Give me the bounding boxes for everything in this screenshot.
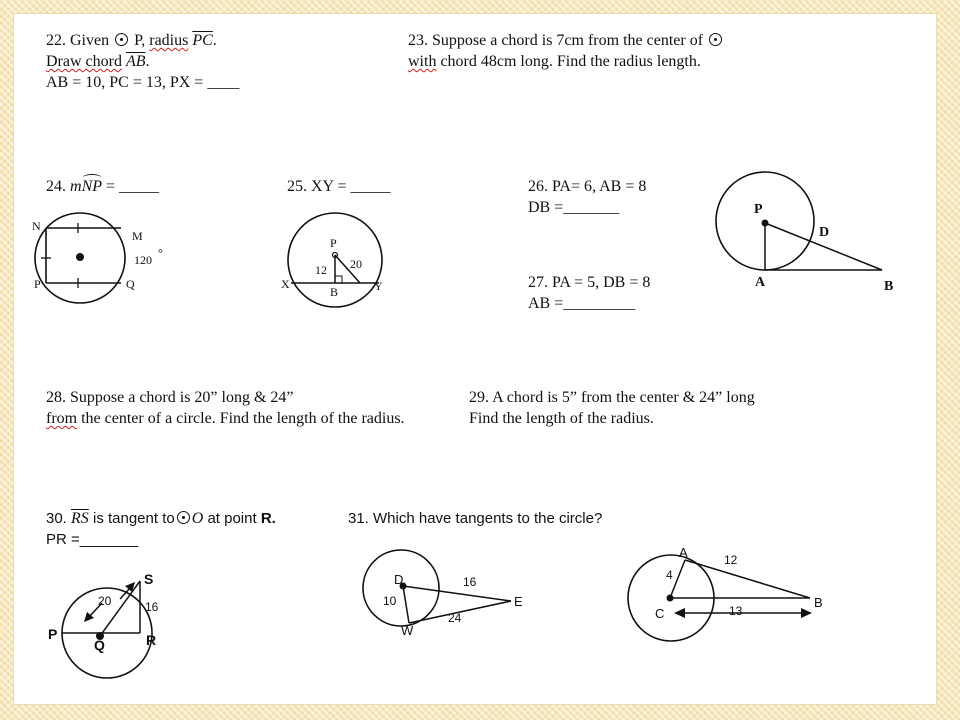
p30-label-q: Q: [94, 637, 105, 653]
problem-26-line-2: DB =_______: [528, 199, 620, 216]
p25-label-y: Y: [374, 279, 383, 293]
p31a-label-d: D: [394, 572, 404, 587]
problem-25-label: 25. XY = _____: [287, 178, 391, 195]
problem-26-line-1: 26. PA= 6, AB = 8: [528, 178, 647, 195]
p26-label-a: A: [755, 275, 766, 290]
problem-24-number: 24.: [46, 178, 70, 195]
problem-27-line-1: 27. PA = 5, DB = 8: [528, 274, 651, 291]
problem-30-point-r: R.: [260, 510, 276, 527]
problem-22-period-2: .: [145, 53, 150, 70]
problem-22-given: 22. Given: [46, 32, 110, 49]
problem-22-segment-pc: $\overline{PC}$: [192, 32, 213, 49]
problem-22-line-3: AB = 10, PC = 13, PX = ____: [46, 74, 240, 91]
problem-30-segment-rs: $\overline{RS}$: [71, 510, 89, 527]
problem-24-blank: = _____: [102, 178, 160, 195]
p25-label-b: B: [330, 285, 339, 299]
p26-label-b: B: [884, 279, 894, 294]
problem-30-number: 30.: [46, 510, 72, 527]
problem-30-circle-o: O: [191, 510, 204, 527]
problem-30-at-point: at point: [203, 510, 261, 527]
problem-23-text-2: chord 48cm long. Find the radius length.: [436, 53, 701, 70]
problem-24-measure: m: [70, 178, 82, 195]
p31a-label-e: E: [514, 594, 523, 609]
p30-length-20: 20: [98, 594, 112, 608]
p30-label-s: S: [144, 571, 154, 587]
p25-label-p: P: [330, 236, 337, 250]
p31a-length-24: 24: [448, 611, 462, 625]
p31b-label-a: A: [679, 545, 688, 560]
p31a-label-w: W: [401, 623, 414, 638]
problem-24-arc-letters: NP: [81, 178, 103, 195]
p31b-segment-ab: [685, 560, 810, 598]
problem-27-line-2: AB =_________: [528, 295, 636, 312]
problem-31-figure-2: [14, 14, 936, 704]
p24-label-m: M: [132, 229, 143, 243]
p30-label-r: R: [146, 632, 157, 648]
p31a-length-10: 10: [383, 594, 397, 608]
problem-30-line-2: PR =_______: [46, 531, 139, 548]
problem-28-line-1: 28. Suppose a chord is 20” long & 24”: [46, 389, 294, 406]
p26-label-p: P: [754, 202, 763, 217]
p30-length-16: 16: [145, 600, 159, 614]
problem-30-tangent-text: is tangent to: [88, 510, 175, 527]
worksheet-page: [14, 14, 936, 704]
p24-label-n: N: [32, 219, 41, 233]
p31b-length-4: 4: [666, 568, 673, 582]
p31b-label-c: C: [655, 606, 665, 621]
problem-23-with-word: with: [408, 53, 437, 70]
p31b-label-b: B: [814, 595, 823, 610]
p26-label-d: D: [819, 225, 830, 240]
p25-length-20: 20: [350, 257, 362, 271]
p31b-length-13: 13: [729, 604, 743, 618]
p31b-arrow-right-head: [801, 608, 812, 618]
p31a-length-16: 16: [463, 575, 477, 589]
problem-28-from-word: from: [46, 410, 78, 427]
problem-29-line-1: 29. A chord is 5” from the center & 24” long: [469, 389, 755, 406]
problem-22-segment-ab: $\overline{AB}$: [125, 53, 146, 70]
p31b-arrow-left-head: [674, 608, 685, 618]
p24-label-q: Q: [126, 277, 135, 291]
p31b-length-12: 12: [724, 553, 738, 567]
p30-label-p: P: [48, 626, 58, 642]
problem-23-text-1: 23. Suppose a chord is 7cm from the center of: [408, 32, 704, 49]
p24-degree-symbol: °: [158, 246, 163, 260]
problem-28-text-2: the center of a circle. Find the length of the radius.: [77, 410, 405, 427]
problem-29-line-2: Find the length of the radius.: [469, 410, 654, 427]
problem-22-point: P,: [130, 32, 150, 49]
p25-length-12: 12: [315, 263, 327, 277]
p25-label-x: X: [281, 277, 290, 291]
p31b-center-dot: [667, 595, 674, 602]
problem-31-label: 31. Which have tangents to the circle?: [348, 510, 603, 527]
problem-22-draw-chord: Draw chord: [46, 53, 122, 70]
p24-arc-measure: 120: [134, 253, 152, 267]
problem-22-radius-word: radius: [149, 32, 189, 49]
problem-22-period-1: .: [212, 32, 217, 49]
p24-label-p: P: [34, 277, 41, 291]
